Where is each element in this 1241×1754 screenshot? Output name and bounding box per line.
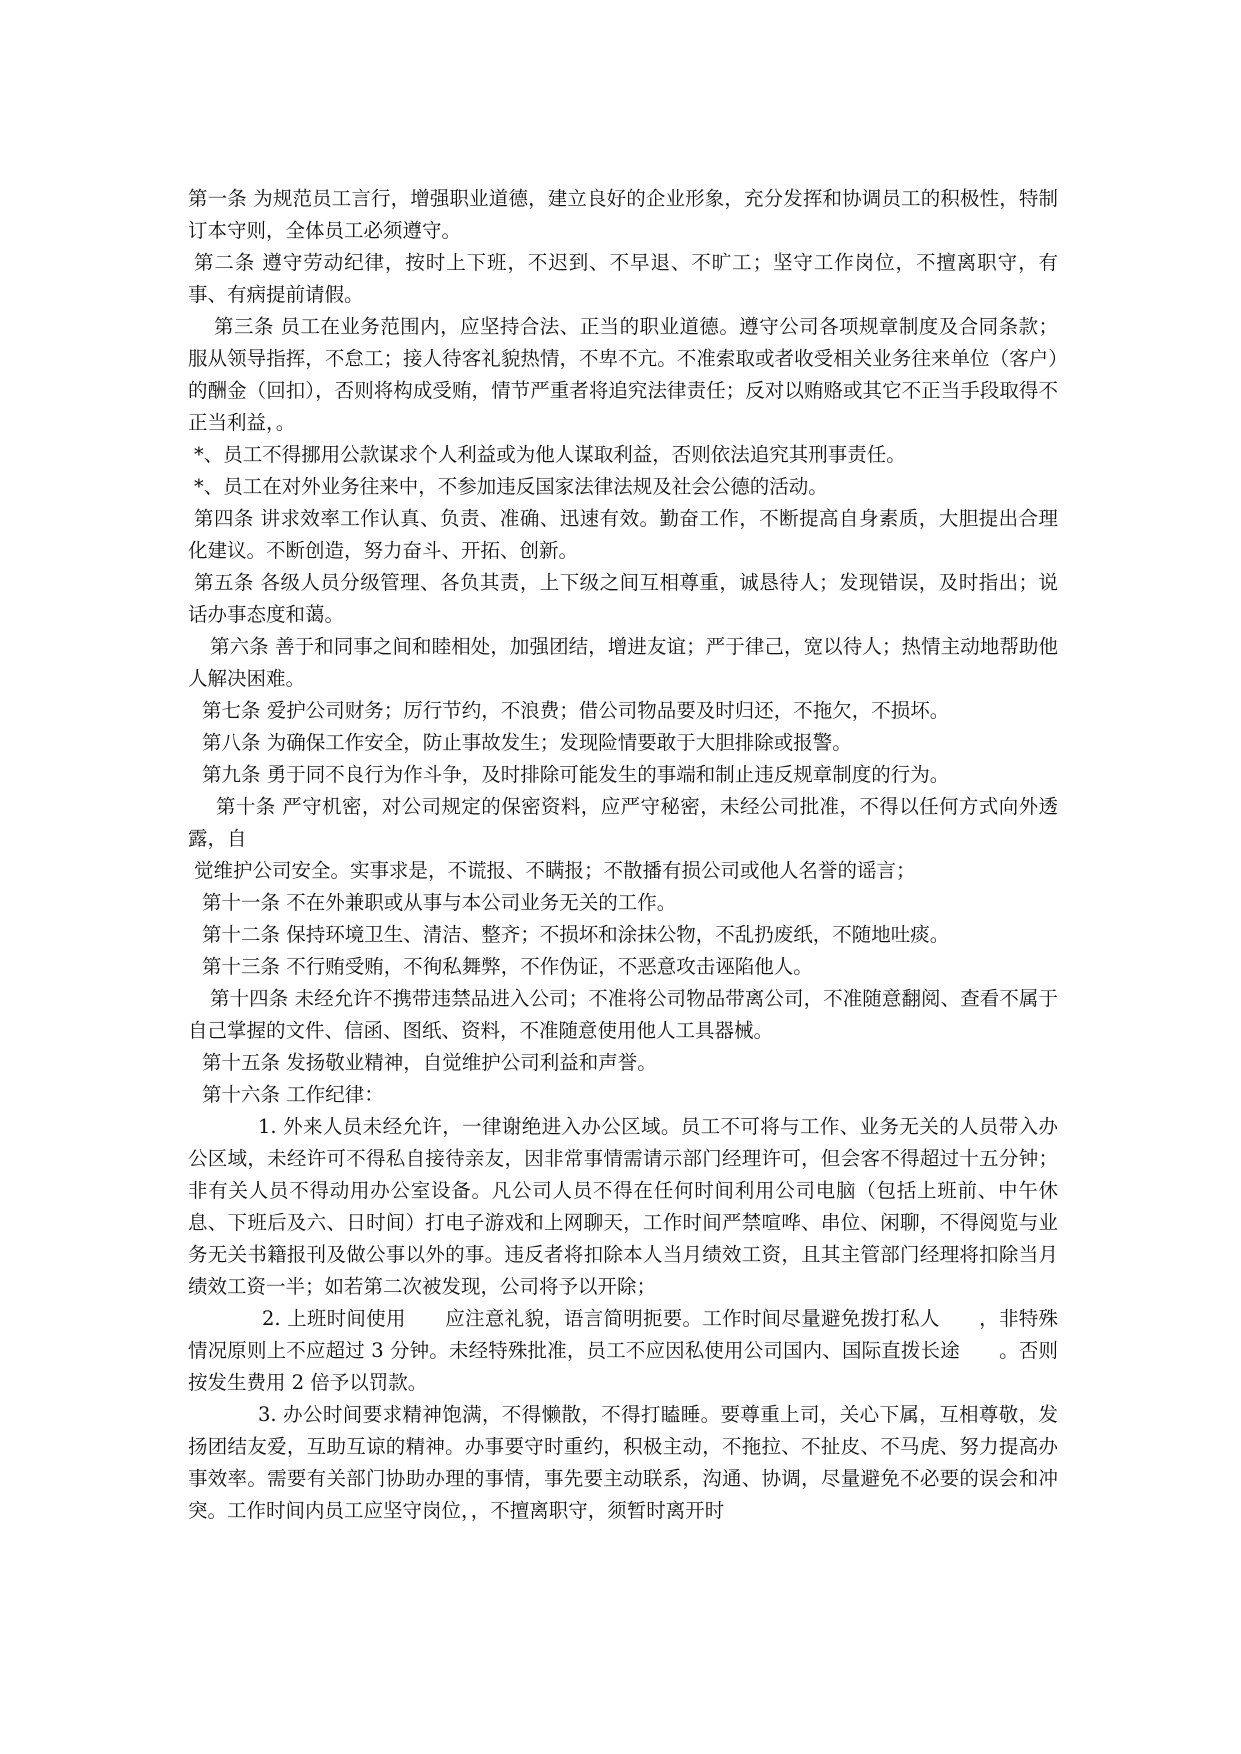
article-15: 第十五条 发扬敬业精神，自觉维护公司利益和声誉。	[202, 1051, 657, 1074]
article-9: 第九条 勇于同不良行为作斗争，及时排除可能发生的事端和制止违反规章制度的行为。	[202, 763, 950, 786]
document-body	[188, 183, 1058, 1527]
article-5: 第五条 各级人员分级管理、各负其责，上下级之间互相尊重，诚恳待人；发现错误，及时指出；说话办事态度和蔼。	[188, 571, 1058, 626]
article-11: 第十一条 不在外兼职或从事与本公司业务无关的工作。	[202, 891, 677, 914]
article-12: 第十二条 保持环境卫生、清洁、整齐；不损坏和涂抹公物，不乱扔废纸，不随地吐痰。	[202, 923, 950, 946]
article-16-item-3: 3. 办公时间要求精神饱满，不得懒散，不得打瞌睡。要尊重上司，关心下属，互相尊敬，发扬团结友爱，互助互谅的精神。办事要守时重约，积极主动，不拖拉、不扯皮、不马虎、努力提高办事效率。需要有关部门协助办理的事情，事先要主动联系，沟通、协调，尽量避免不必要的误会和冲突。工作时间内员工应坚守岗位，，不擅离职守，须暂时离开时	[188, 1403, 1058, 1522]
article-3: 第三条 员工在业务范围内，应坚持合法、正当的职业道德。遵守公司各项规章制度及合同条款；服从领导指挥，不怠工；接人待客礼貌热情，不卑不亢。不准索取或者收受相关业务往来单位（客户）的酬金（回扣），否则将构成受贿，情节严重者将追究法律责任；反对以贿赂或其它不正当手段取得不正当利益，。	[188, 315, 1058, 434]
article-14: 第十四条 未经允许不携带违禁品进入公司；不准将公司物品带离公司，不准随意翻阅、查看不属于自己掌握的文件、信函、图纸、资料，不准随意使用他人工具器械。	[188, 987, 1058, 1042]
article-13: 第十三条 不行贿受贿，不徇私舞弊，不作伪证，不恶意攻击诬陷他人。	[202, 955, 813, 978]
article-7: 第七条 爱护公司财务；厉行节约，不浪费；借公司物品要及时归还，不拖欠，不损坏。	[202, 699, 950, 722]
article-16-item-2: 2. 上班时间使用 应注意礼貌，语言简明扼要。工作时间尽量避免拨打私人 ，非特殊情况原则上不应超过 3 分钟。未经特殊批准，员工不应因私使用公司国内、国际直拨长途 。否则按发生费用 2 倍予以罚款。	[188, 1307, 1058, 1394]
article-1: 第一条 为规范员工言行，增强职业道德，建立良好的企业形象，充分发挥和协调员工的积极性，特制订本守则，全体员工必须遵守。	[188, 187, 1058, 242]
article-8: 第八条 为确保工作安全，防止事故发生；发现险情要敢于大胆排除或报警。	[202, 731, 852, 754]
article-10: 第十条 严守机密，对公司规定的保密资料，应严守秘密，未经公司批准，不得以任何方式向外透露，自	[188, 795, 1058, 850]
article-16: 第十六条 工作纪律：	[202, 1083, 384, 1106]
article-4: 第四条 讲求效率工作认真、负责、准确、迅速有效。勤奋工作，不断提高自身素质，大胆提出合理化建议。不断创造，努力奋斗、开拓、创新。	[188, 507, 1058, 562]
article-6: 第六条 善于和同事之间和睦相处，加强团结，增进友谊；严于律己，宽以待人；热情主动地帮助他人解决困难。	[188, 635, 1058, 690]
article-3-note-2: *、员工在对外业务往来中，不参加违反国家法律法规及社会公德的活动。	[194, 475, 828, 498]
article-10-continued: 觉维护公司安全。实事求是，不谎报、不瞒报；不散播有损公司或他人名誉的谣言；	[194, 859, 916, 882]
article-2: 第二条 遵守劳动纪律，按时上下班，不迟到、不早退、不旷工；坚守工作岗位，不擅离职守，有事、有病提前请假。	[188, 251, 1058, 306]
article-3-note-1: *、员工不得挪用公款谋求个人利益或为他人谋取利益，否则依法追究其刑事责任。	[194, 443, 906, 466]
article-16-item-1: 1. 外来人员未经允许，一律谢绝进入办公区域。员工不可将与工作、业务无关的人员带入办公区域，未经许可不得私自接待亲友，因非常事情需请示部门经理许可，但会客不得超过十五分钟；非有关人员不得动用办公室设备。凡公司人员不得在任何时间利用公司电脑（包括上班前、中午休息、下班后及六、日时间）打电子游戏和上网聊天，工作时间严禁喧哗、串位、闲聊，不得阅览与业务无关书籍报刊及做公事以外的事。违反者将扣除本人当月绩效工资，且其主管部门经理将扣除当月绩效工资一半；如若第二次被发现，公司将予以开除；	[188, 1115, 1058, 1298]
